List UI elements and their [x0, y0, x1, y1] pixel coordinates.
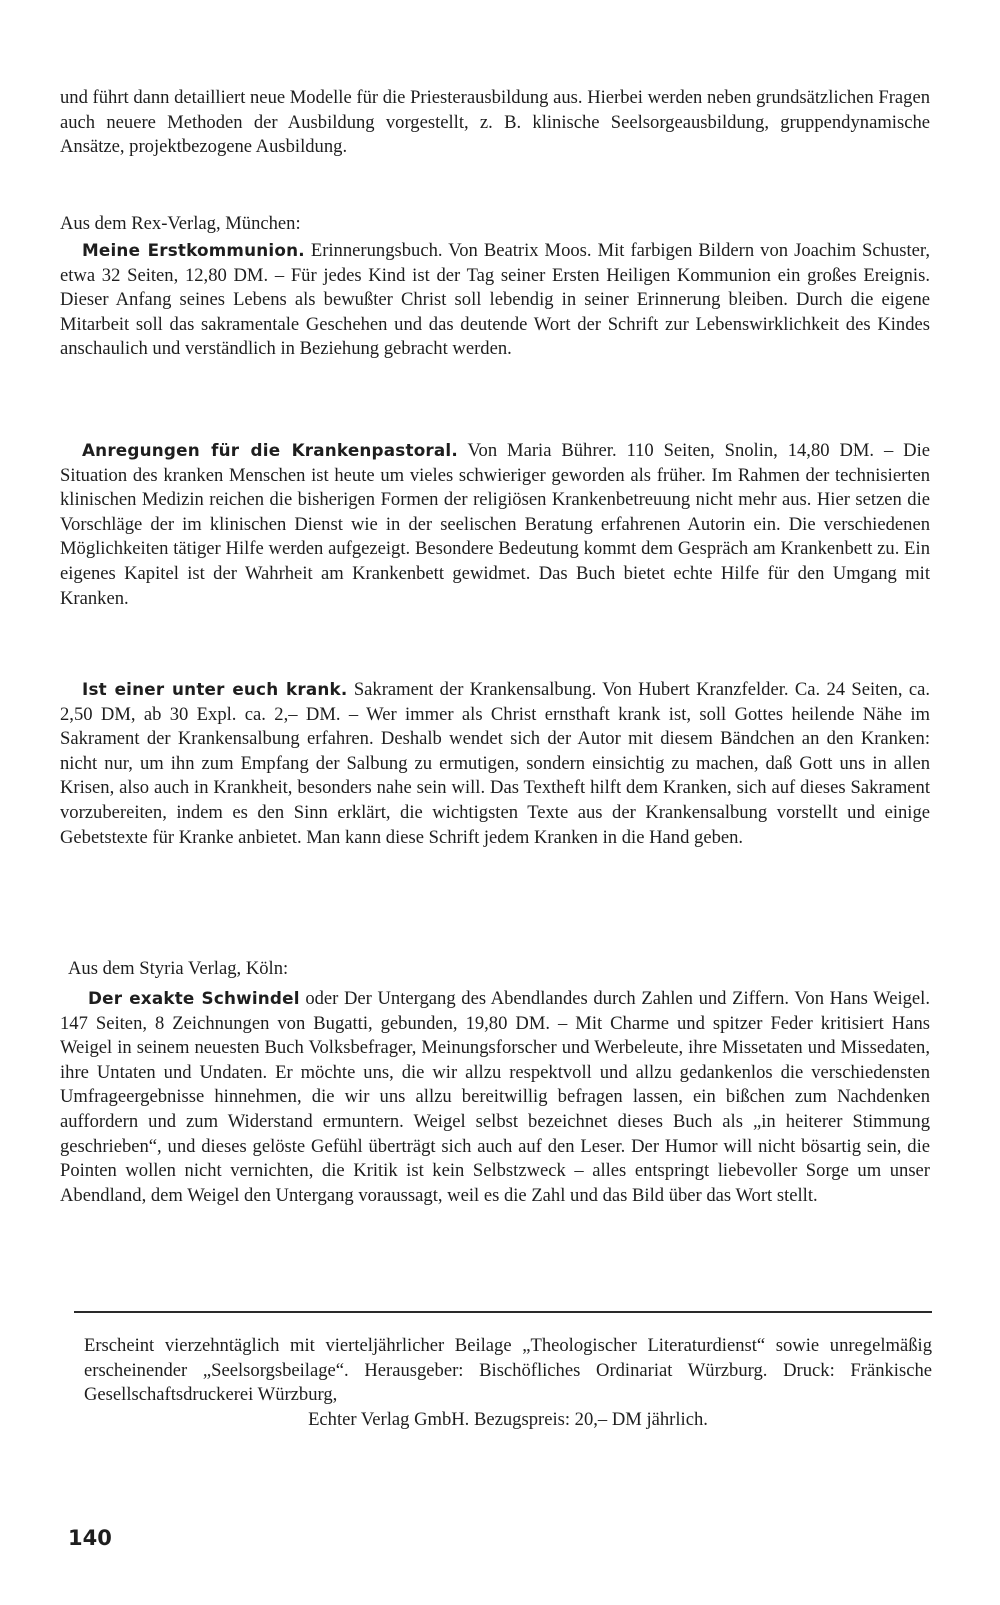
book-entry [60, 677, 930, 850]
publisher-rex-text: Aus dem Rex-Verlag, München: [60, 213, 301, 234]
imprint-footer [84, 1334, 932, 1432]
intro-text: und führt dann detailliert neue Modelle für die Priesterausbildung aus. Hierbei werden neben grundsätzlichen Fragen auch neuere Methoden der Ausbildung vorgestellt, z. B. klinische Seelsorgeausbildung, gruppendynamische Ansätze, projektbezogene Ausbildung. [60, 87, 931, 158]
book-title: Der exakte Schwindel [88, 988, 300, 1008]
publisher-styria-text: Aus dem Styria Verlag, Köln: [68, 958, 289, 979]
book-description: Erinnerungsbuch. Von Beatrix Moos. Mit farbigen Bildern von Joachim Schuster, etwa 32 Seiten, 12,80 DM. – Für jedes Kind ist der Tag seiner Ersten Heiligen Kommunion ein großes Ereignis. Dieser Anfang seines Lebens als bewußter Christ soll lebendig in seiner Erinnerung bleiben. Durch die eigene Mitarbeit soll das sakramentale Geschehen und das deutende Wort der Schrift zur Lebenswirklichkeit des Kindes anschaulich und verständlich in Beziehung gebracht werden. [60, 240, 930, 360]
book-description: Von Maria Bührer. 110 Seiten, Snolin, 14,80 DM. – Die Situation des kranken Menschen ist heute um vieles schwieriger geworden als früher. Im Rahmen der technisierten klinischen Medizin reichen die bisherigen Formen der religiösen Krankenbetreuung nicht mehr aus. Hier setzen die Vorschläge der im klinischen Dienst wie in der seelischen Beratung erfahrenen Autorin ein. Die verschiedenen Möglichkeiten tätiger Hilfe werden aufgezeigt. Besondere Bedeutung kommt dem Gespräch am Krankenbett zu. Ein eigenes Kapitel ist der Wahrheit am Krankenbett gewidmet. Das Buch bietet echte Hilfe für den Umgang mit Kranken. [60, 440, 930, 609]
intro-paragraph [60, 86, 930, 160]
imprint-last-line: Echter Verlag GmbH. Bezugspreis: 20,– DM jährlich. [308, 1408, 708, 1430]
book-description: Sakrament der Krankensalbung. Von Hubert Kranzfelder. Ca. 24 Seiten, ca. 2,50 DM, ab 30 Expl. ca. 2,– DM. – Wer immer als Christ ernsthaft krank ist, soll Gottes heilende Nähe im Sakrament der Krankensalbung erfahren. Deshalb wendet sich der Autor mit diesem Bändchen an den Kranken: nicht nur, um ihn zum Empfang der Salbung zu ermutigen, sondern einsichtig zu machen, daß Gott uns in allen Krisen, also auch in Krankheit, besonders nahe sein will. Das Textheft hilft dem Kranken, sich auf dieses Sakrament vorzubereiten, indem es den Sinn erklärt, die wichtigsten Texte aus der Krankensalbung vorstellt und einige Gebetstexte für Kranke anbietet. Man kann diese Schrift jedem Kranken in die Hand geben. [60, 679, 930, 848]
book-entry [60, 438, 930, 611]
book-entry [60, 986, 930, 1208]
book-description: oder Der Untergang des Abendlandes durch Zahlen und Ziffern. Von Hans Weigel. 147 Seiten, 8 Zeichnungen von Bugatti, gebunden, 19,80 DM. – Mit Charme und spitzer Feder kritisiert Hans Weigel in seinem neuesten Buch Volksbefrager, Meinungsforscher und Werbeleute, ihre Missetaten und Missedaten, ihre Untaten und Undaten. Er möchte uns, die wir allzu respektvoll und allzu gedankenlos die verschiedensten Umfrageergebnisse hinnehmen, die wir uns allzu bereitwillig befragen lassen, ein bißchen zum Nachdenken auffordern und zum Widerstand ermuntern. Weigel selbst bezeichnet dieses Buch als „in heiterer Stimmung geschrieben“, und dieses gelöste Gefühl überträgt sich auch auf den Leser. Der Humor will nicht bösartig sein, die Pointen wollen nicht vernichten, die Kritik ist kein Selbstzweck – alles entspringt liebevoller Sorge um unser Abendland, dem Weigel den Untergang voraussagt, weil es die Zahl und das Bild über das Wort stellt. [60, 988, 930, 1206]
book-entry [60, 238, 930, 362]
book-title: Ist einer unter euch krank. [82, 679, 348, 699]
publisher-heading-rex [60, 212, 930, 237]
page-number: 140 [68, 1526, 112, 1550]
imprint-text: Erscheint vierzehntäglich mit vierteljährlicher Beilage „Theologischer Literaturdienst“ sowie unregelmäßig erscheinender „Seelsorgsbeilage“. Herausgeber: Bischöfliches Ordinariat Würzburg. Druck: Fränkische Gesellschaftsdruckerei Würzburg, [84, 1335, 932, 1406]
book-title: Anregungen für die Krankenpastoral. [82, 440, 458, 460]
book-title: Meine Erstkommunion. [82, 240, 305, 260]
publisher-heading-styria [60, 957, 930, 982]
footer-divider [74, 1311, 932, 1313]
